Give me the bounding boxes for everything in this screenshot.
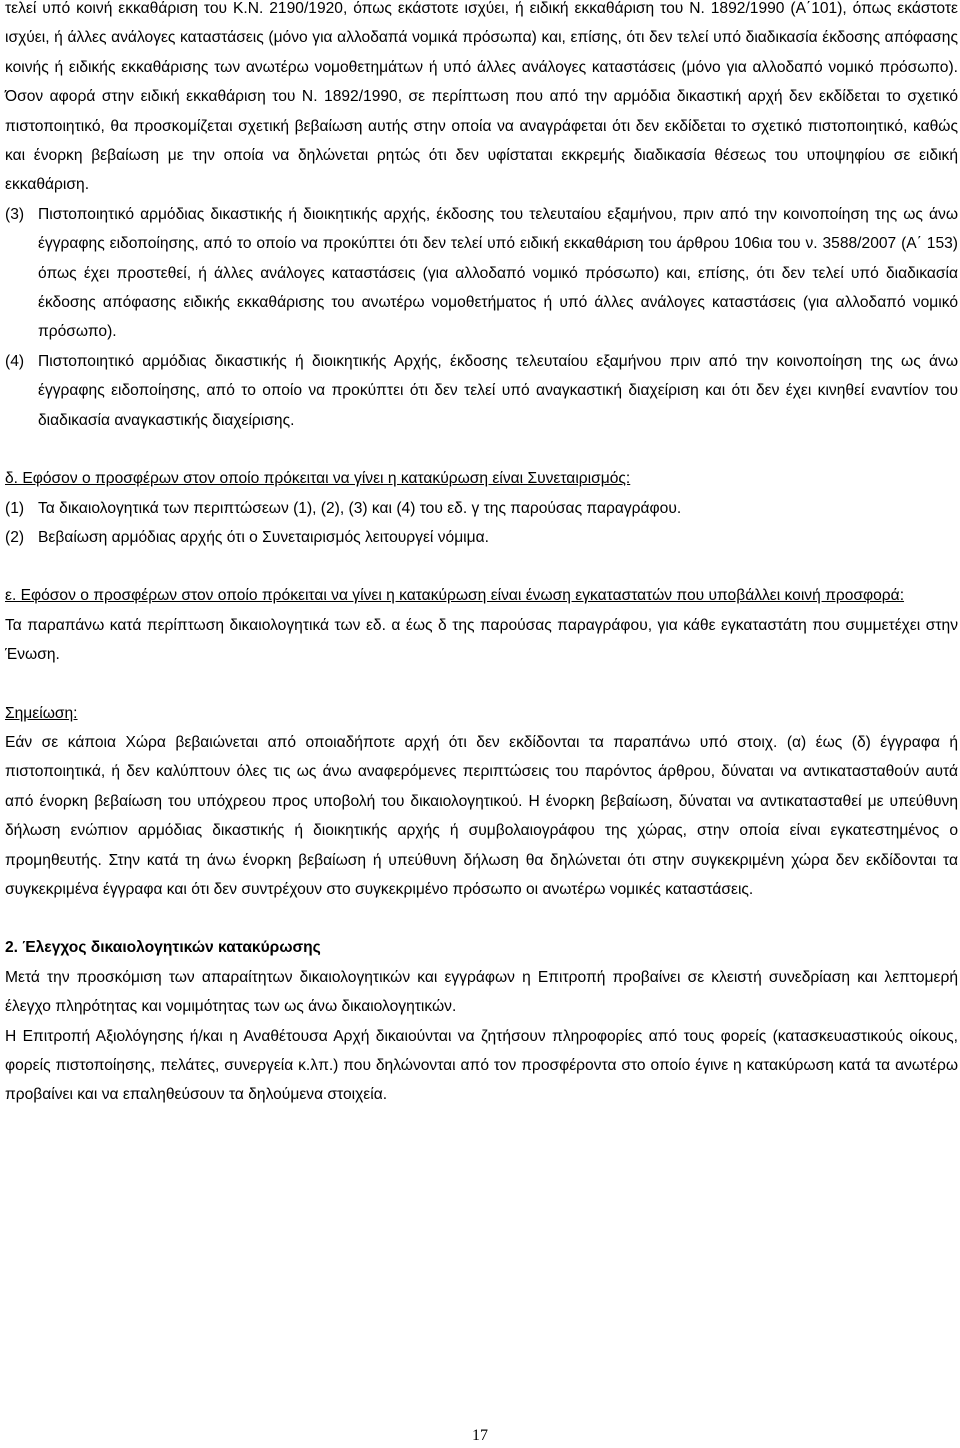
- note-heading-text: Σημείωση:: [5, 704, 78, 722]
- list-item-c3: [5, 200, 958, 347]
- section-2-paragraph-2: Η Επιτροπή Αξιολόγησης ή/και η Αναθέτουσα Αρχή δικαιούνται να ζητήσουν πληροφορίες από τους φορείς (κατασκευαστικούς οίκους, φορείς πιστοποίησης, πελάτες, συνεργεία κ.λπ.) που δηλώνονται από τον προσφέροντα στο οποίο έγινε η κατακύρωση κατά τα ανωτέρω προβαίνει και να επαληθεύσουν τα δηλούμενα στοιχεία.: [5, 1027, 958, 1104]
- list-item-number: (2): [5, 528, 25, 546]
- list-item-d1: [5, 494, 958, 523]
- intro-paragraph: τελεί υπό κοινή εκκαθάριση του Κ.Ν. 2190/1920, όπως εκάστοτε ισχύει, ή ειδική εκκαθάριση του Ν. 1892/1990 (Α΄101), όπως εκάστοτε ισχύει, ή άλλες ανάλογες καταστάσεις (μόνο για αλλοδαπά νομικά πρόσωπα) και, επίσης, ότι δεν τελεί υπό διαδικασία έκδοσης απόφασης κοινής ή ειδικής εκκαθάρισης των ανωτέρω νομοθετημάτων ή υπό άλλες ανάλογες καταστάσεις (μόνο για αλλοδαπό νομικό πρόσωπο). Όσον αφορά στην ειδική εκκαθάριση του Ν. 1892/1990, σε περίπτωση που από την αρμόδια δικαστική αρχή δεν εκδίδεται το σχετικό πιστοποιητικό, θα προσκομίζεται σχετική βεβαίωση αυτής στην οποία να αναγράφεται ότι δεν εκδίδεται το σχετικό πιστοποιητικό, καθώς και ένορκη βεβαίωση με την οποία να δηλώνεται ρητώς ότι δεν υφίσταται εκκρεμής διαδικασία θέσεως του υποψηφίου σε ειδική εκκαθάριση.: [5, 0, 958, 194]
- note-heading: [5, 699, 958, 728]
- list-item-number: (3): [5, 205, 25, 223]
- list-item-text: Πιστοποιητικό αρμόδιας δικαστικής ή διοικητικής Αρχής, έκδοσης τελευταίου εξαμήνου πριν από την κοινοποίηση της ως άνω έγγραφης ειδοποίησης, από το οποίο να προκύπτει ότι δεν τελεί υπό αναγκαστική διαχείριση και ότι δεν έχει κινηθεί εναντίον του διαδικασία αναγκαστικής διαχείρισης.: [38, 352, 958, 429]
- list-item-c4: [5, 347, 958, 435]
- page-number: 17: [472, 1427, 488, 1444]
- list-item-text: Τα δικαιολογητικά των περιπτώσεων (1), (2), (3) και (4) του εδ. γ της παρούσας παραγράφου.: [38, 499, 682, 517]
- list-item-text: Πιστοποιητικό αρμόδιας δικαστικής ή διοικητικής αρχής, έκδοσης του τελευταίου εξαμήνου, πριν από την κοινοποίηση της ως άνω έγγραφης ειδοποίησης, από το οποίο να προκύπτει ότι δεν τελεί υπό ειδική εκκαθάριση του άρθρου 106ια του ν. 3588/2007 (Α΄ 153) όπως έχει προστεθεί, ή άλλες ανάλογες καταστάσεις (για αλλοδαπό νομικό πρόσωπο) και, επίσης, ότι δεν τελεί υπό διαδικασία έκδοσης απόφασης ειδικής εκκαθάρισης του ανωτέρω νομοθετήματος ή υπό άλλες ανάλογες καταστάσεις (για αλλοδαπό νομικό πρόσωπο).: [38, 205, 958, 341]
- list-item-number: (4): [5, 352, 25, 370]
- section-e-heading: [5, 581, 958, 610]
- section-e-heading-text: ε. Εφόσον ο προσφέρων στον οποίο πρόκειται να γίνει η κατακύρωση είναι ένωση εγκαταστατών που υποβάλλει κοινή προσφορά:: [5, 587, 905, 605]
- section-2-paragraph-1: Μετά την προσκόμιση των απαραίτητων δικαιολογητικών και εγγράφων η Επιτροπή προβαίνει σε κλειστή συνεδρίαση και λεπτομερή έλεγχο πληρότητας και νομιμότητας των ως άνω δικαιολογητικών.: [5, 968, 958, 1016]
- note-paragraph: Εάν σε κάποια Χώρα βεβαιώνεται από οποιαδήποτε αρχή ότι δεν εκδίδονται τα παραπάνω υπό στοιχ. (α) έως (δ) έγγραφα ή πιστοποιητικά, ή δεν καλύπτουν όλες τις ως άνω αναφερόμενες περιπτώσεις του παρόντος άρθρου, δύναται να αντικατασταθούν αυτά από ένορκη βεβαίωση του υπόχρεου προς υποβολή του δικαιολογητικού. Η ένορκη βεβαίωση, δύναται να αντικατασταθεί με υπεύθυνη δήλωση ενώπιον αρμόδιας δικαστικής ή διοικητικής αρχής ή συμβολαιογράφου της χώρας, στην οποία είναι εγκατεστημένος ο προμηθευτής. Στην κατά τη άνω ένορκη βεβαίωση ή υπεύθυνη δήλωση θα δηλώνεται ότι στην συγκεκριμένη χώρα δεν εκδίδονται τα συγκεκριμένα έγγραφα και ότι δεν συντρέχουν στο συγκεκριμένο πρόσωπο οι ανωτέρω νομικές καταστάσεις.: [5, 733, 958, 898]
- section-d-heading: [5, 464, 958, 493]
- section-d-heading-text: δ. Εφόσον ο προσφέρων στον οποίο πρόκειται να γίνει η κατακύρωση είναι Συνεταιρισμός:: [5, 470, 631, 488]
- list-item-d2: [5, 523, 958, 552]
- section-2-heading: 2. Έλεγχος δικαιολογητικών κατακύρωσης: [5, 939, 321, 957]
- document-body: [5, 0, 958, 1110]
- list-item-number: (1): [5, 499, 25, 517]
- section-e-paragraph: Τα παραπάνω κατά περίπτωση δικαιολογητικά των εδ. α έως δ της παρούσας παραγράφου, για κάθε εγκαταστάτη που συμμετέχει στην Ένωση.: [5, 616, 958, 664]
- list-item-text: Βεβαίωση αρμόδιας αρχής ότι ο Συνεταιρισμός λειτουργεί νόμιμα.: [38, 528, 489, 546]
